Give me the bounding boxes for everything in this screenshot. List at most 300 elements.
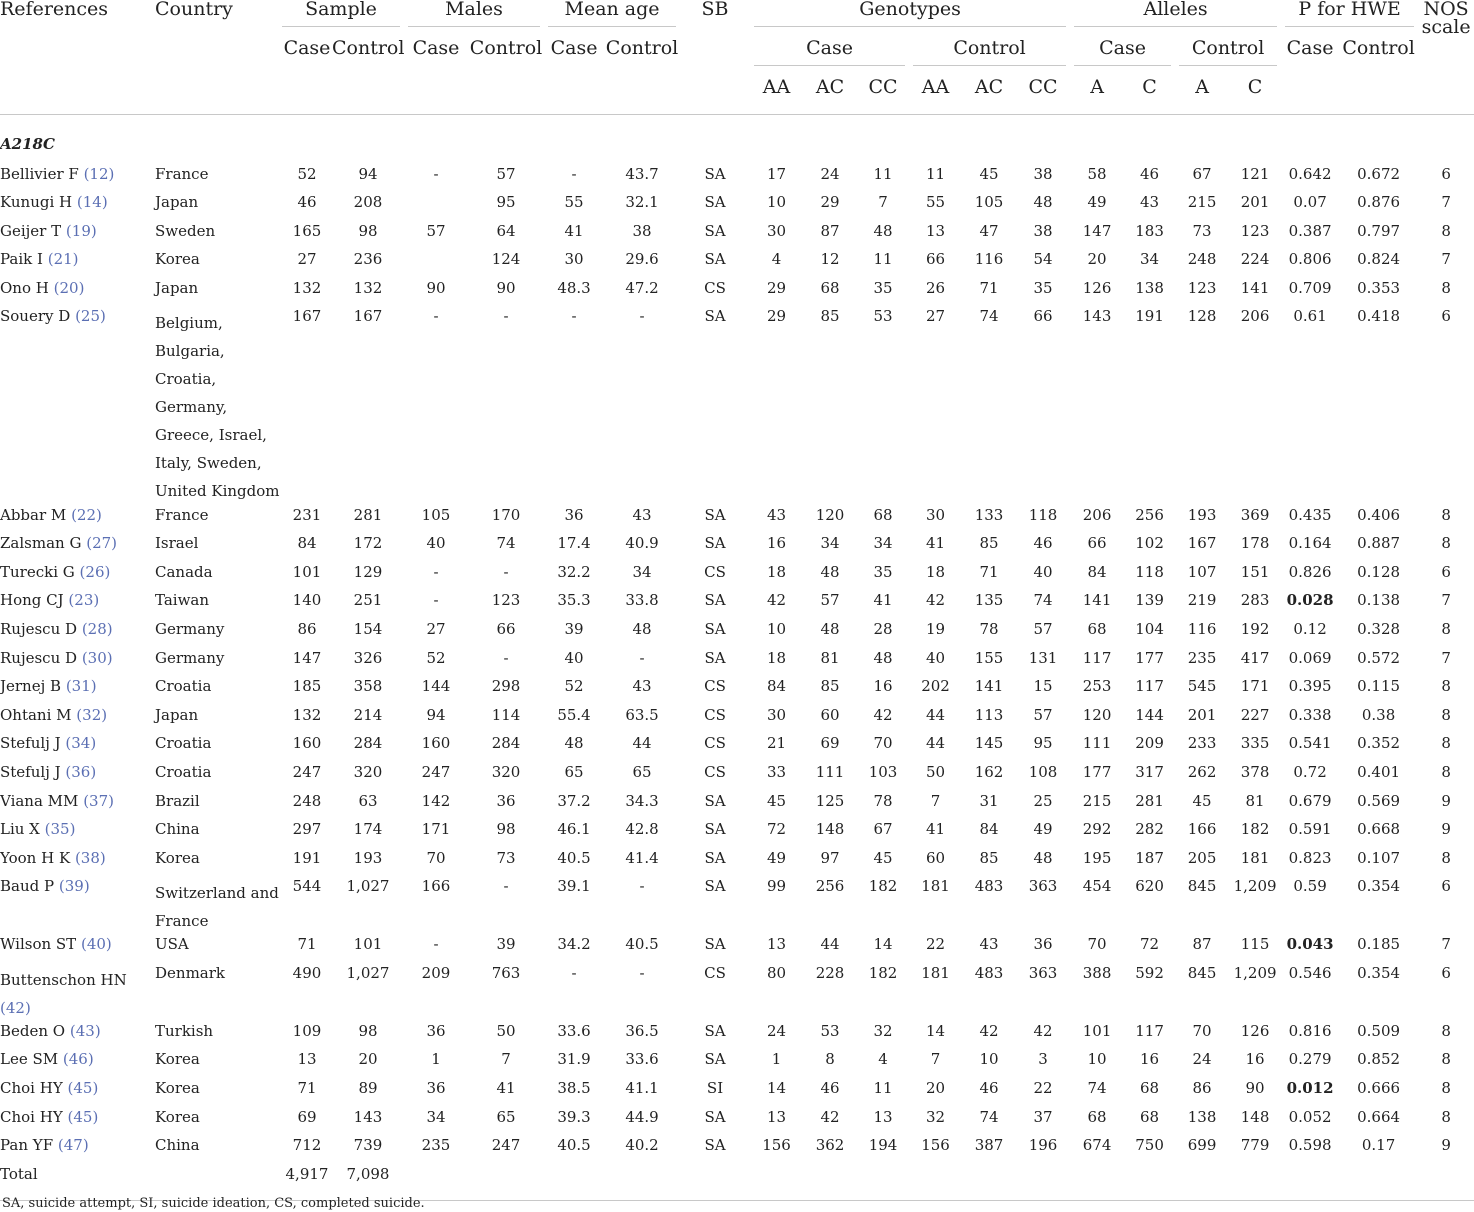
cell-g-case-ac: 29 [820,193,840,212]
cell-a-case: 41 [564,221,584,240]
cell-p-case: 0.435 [1288,505,1332,524]
header-genotype-case: Case [750,39,909,78]
cell-al-case-c: 139 [1135,591,1164,610]
cell-g-case-ac: 48 [820,619,840,638]
cell-al-ctrl-c: 335 [1240,734,1270,753]
cell-g-case-cc: 42 [873,705,893,724]
cell-al-ctrl-a: 201 [1187,705,1217,724]
cell-s-ctrl: 214 [353,705,383,724]
cell-g-ctrl-cc: 38 [1033,164,1053,183]
reference-link[interactable]: (42) [0,998,31,1017]
cell-g-case-ac: 81 [820,648,840,667]
cell-al-case-a: 147 [1082,221,1112,240]
cell-p-ctrl: 0.406 [1357,505,1401,524]
header-p-case: Case [1286,37,1334,59]
cell-al-ctrl-c: 123 [1240,221,1270,240]
cell-reference: Viana MM (37) [0,791,114,810]
cell-s-case: 231 [292,505,322,524]
reference-link[interactable]: (19) [65,221,97,240]
cell-al-ctrl-a: 116 [1187,619,1217,638]
cell-al-case-a: 292 [1082,820,1112,839]
table-row [0,877,1474,935]
cell-g-case-aa: 49 [766,848,787,867]
cell-m-ctrl: 114 [491,705,521,724]
cell-reference: Choi HY (45) [0,1079,99,1098]
cell-m-ctrl: 90 [496,278,516,297]
cell-p-ctrl: 0.797 [1357,221,1401,240]
cell-g-ctrl-ac: 113 [974,705,1004,724]
cell-al-case-a: 120 [1082,705,1112,724]
table-row [0,820,1474,849]
cell-al-case-a: 10 [1087,1050,1107,1069]
cell-g-case-ac: 362 [815,1136,845,1155]
cell-m-ctrl: 7 [501,1050,511,1069]
table-header [0,0,1474,115]
cell-sb: SI [706,1079,724,1098]
reference-link[interactable]: (37) [83,791,114,810]
cell-al-ctrl-c: 227 [1240,705,1270,724]
cell-p-ctrl: 0.328 [1357,619,1401,638]
cell-p-case: 0.164 [1288,534,1332,553]
table-row [0,849,1474,878]
cell-al-ctrl-c: 126 [1240,1021,1270,1040]
cell-al-case-c: 187 [1135,848,1164,867]
cell-g-case-ac: 53 [820,1021,840,1040]
cell-g-ctrl-aa: 42 [925,591,946,610]
cell-p-ctrl: 0.401 [1357,762,1401,781]
cell-g-ctrl-aa: 44 [925,705,946,724]
cell-sb: CS [704,734,726,753]
cell-a-ctrl: - [639,877,645,896]
cell-g-case-cc: 11 [873,164,893,183]
cell-al-case-a: 674 [1082,1136,1112,1155]
cell-nos: 8 [1441,677,1451,696]
cell-g-ctrl-cc: 38 [1033,221,1053,240]
cell-g-case-ac: 60 [820,705,840,724]
cell-g-case-ac: 256 [815,877,845,896]
cell-g-ctrl-ac: 116 [974,250,1004,269]
cell-al-case-a: 111 [1082,734,1112,753]
cell-g-ctrl-aa: 202 [921,677,950,696]
cell-nos: 6 [1441,562,1451,581]
cell-al-case-c: 183 [1135,221,1164,240]
cell-a-ctrl: 34.3 [625,791,659,810]
cell-m-case: 160 [421,734,451,753]
cell-p-ctrl: 0.352 [1357,734,1401,753]
cell-sb: SA [704,848,726,867]
header-sample: Sample [282,0,404,39]
reference-link[interactable]: (26) [79,562,111,581]
cell-s-case: 490 [292,963,322,982]
cell-p-ctrl: 0.353 [1357,278,1401,297]
reference-link[interactable]: (39) [58,877,90,896]
cell-a-case: 48 [564,734,584,753]
cell-p-case: 0.598 [1288,1136,1332,1155]
cell-g-case-ac: 34 [820,534,840,553]
cell-sb: SA [704,307,726,326]
reference-link[interactable]: (27) [86,534,118,553]
table-row [0,964,1474,1022]
cell-m-case: 52 [426,648,446,667]
cell-p-ctrl: 0.354 [1357,877,1401,896]
cell-m-ctrl: 170 [491,505,521,524]
cell-country: France [155,505,209,524]
header-sample-case: Case [283,37,331,59]
reference-link[interactable]: (47) [57,1136,89,1155]
cell-g-case-cc: 41 [873,591,893,610]
cell-reference: Ono H (20) [0,278,85,297]
cell-al-ctrl-a: 128 [1187,307,1217,326]
cell-p-ctrl: 0.668 [1357,820,1401,839]
cell-g-ctrl-aa: 156 [921,1136,950,1155]
cell-m-ctrl: - [503,877,509,896]
cell-sb: SA [704,619,726,638]
cell-nos: 8 [1441,221,1451,240]
cell-m-ctrl: 73 [496,848,516,867]
cell-g-ctrl-aa: 50 [925,762,946,781]
cell-g-ctrl-aa: 22 [925,935,946,954]
cell-al-ctrl-a: 166 [1187,820,1217,839]
footnote: SA, suicide attempt, SI, suicide ideation, CS, completed suicide. [2,1196,425,1211]
cell-m-case: - [433,164,439,183]
cell-g-case-cc: 103 [868,762,898,781]
cell-a-ctrl: 42.8 [625,820,659,839]
header-males: Males [404,0,544,39]
cell-g-ctrl-aa: 11 [925,164,946,183]
cell-p-case: 0.642 [1288,164,1332,183]
cell-m-case: 34 [426,1107,446,1126]
cell-s-ctrl: 326 [353,648,383,667]
cell-g-ctrl-cc: 363 [1028,877,1058,896]
cell-g-ctrl-ac: 105 [974,193,1004,212]
header-age-case: Case [550,37,598,59]
cell-a-case: 37.2 [557,791,591,810]
cell-a-case: 48.3 [557,278,591,297]
cell-g-ctrl-aa: 66 [925,250,946,269]
table-row [0,1079,1474,1108]
cell-p-case: 0.043 [1286,935,1334,954]
cell-a-ctrl: - [639,963,645,982]
cell-m-ctrl: 64 [496,221,516,240]
table-row [0,649,1474,678]
cell-nos: 8 [1441,278,1451,297]
cell-al-ctrl-c: 369 [1240,505,1270,524]
cell-g-ctrl-aa: 44 [925,734,946,753]
cell-m-ctrl: 66 [496,619,516,638]
cell-al-ctrl-a: 67 [1192,164,1212,183]
cell-a-ctrl: 34 [632,562,652,581]
cell-g-ctrl-aa: 40 [925,648,946,667]
cell-s-ctrl: 1,027 [346,877,390,896]
cell-nos: 6 [1441,963,1451,982]
cell-al-ctrl-a: 193 [1187,505,1217,524]
cell-g-ctrl-aa: 30 [925,505,946,524]
cell-s-ctrl: 236 [353,250,383,269]
cell-al-ctrl-c: 16 [1245,1050,1265,1069]
cell-a-ctrl: 33.6 [625,1050,659,1069]
cell-g-ctrl-cc: 108 [1028,762,1058,781]
reference-link[interactable]: (43) [69,1021,101,1040]
cell-a-case: - [571,164,577,183]
cell-s-case: 247 [292,762,322,781]
cell-g-ctrl-ac: 84 [979,820,999,839]
reference-link[interactable]: (38) [74,848,106,867]
cell-g-case-aa: 4 [771,250,782,269]
cell-al-case-c: 34 [1140,250,1160,269]
cell-p-case: 0.012 [1286,1079,1334,1098]
cell-g-case-ac: 69 [820,734,840,753]
reference-link[interactable]: (23) [68,591,100,610]
cell-g-case-aa: 29 [766,307,787,326]
cell-m-ctrl: 74 [496,534,516,553]
cell-nos: 6 [1441,164,1451,183]
cell-s-ctrl: 129 [353,562,383,581]
header-acase-c: C [1124,78,1175,115]
cell-g-ctrl-ac: 133 [974,505,1004,524]
cell-m-case: 209 [421,963,451,982]
country-line: Switzerland and [155,884,279,903]
reference-link[interactable]: (46) [62,1050,94,1069]
cell-g-ctrl-ac: 387 [974,1136,1004,1155]
cell-nos: 9 [1441,1136,1451,1155]
table-row [0,1022,1474,1051]
cell-al-ctrl-a: 70 [1192,1021,1212,1040]
table-row [0,506,1474,535]
reference-link[interactable]: (14) [76,193,108,212]
cell-s-case: 84 [297,534,317,553]
cell-p-case: 0.395 [1288,677,1332,696]
country-line: France [155,912,209,931]
cell-reference: Abbar M (22) [0,505,102,524]
cell-g-ctrl-ac: 145 [974,734,1004,753]
cell-reference: Baud P (39) [0,877,90,896]
cell-al-case-c: 104 [1135,619,1164,638]
cell-al-case-c: 177 [1135,648,1164,667]
cell-g-ctrl-aa: 41 [925,820,946,839]
cell-m-case: 36 [426,1021,446,1040]
cell-sb: SA [704,935,726,954]
cell-g-ctrl-aa: 181 [921,963,950,982]
cell-g-case-cc: 7 [878,193,888,212]
cell-a-case: 52 [564,677,584,696]
cell-nos: 8 [1441,1079,1451,1098]
header-sample-control: Control [332,37,405,59]
reference-link[interactable]: (32) [76,705,108,724]
cell-p-ctrl: 0.572 [1357,648,1401,667]
cell-g-case-ac: 42 [820,1107,840,1126]
cell-al-case-a: 58 [1087,164,1107,183]
cell-reference: Bellivier F (12) [0,164,115,183]
cell-nos: 8 [1441,1021,1451,1040]
reference-link[interactable]: (21) [47,250,79,269]
cell-s-ctrl: 143 [353,1107,383,1126]
cell-a-case: 40.5 [557,1136,591,1155]
cell-al-ctrl-a: 215 [1187,193,1217,212]
cell-country: USA [155,935,189,954]
cell-country: China [155,1136,200,1155]
cell-reference: Stefulj J (36) [0,762,97,781]
cell-g-case-cc: 13 [873,1107,893,1126]
cell-s-ctrl: 208 [353,193,383,212]
cell-g-ctrl-aa: 19 [925,619,946,638]
cell-g-case-cc: 16 [873,677,893,696]
cell-g-ctrl-aa: 7 [930,791,941,810]
cell-country: Brazil [155,791,200,810]
reference-link[interactable]: (36) [65,762,97,781]
cell-a-ctrl: 43 [632,677,652,696]
cell-g-case-aa: 43 [766,505,787,524]
cell-reference: Kunugi H (14) [0,193,108,212]
cell-g-ctrl-aa: 7 [930,1050,941,1069]
cell-s-case: 69 [297,1107,317,1126]
cell-p-case: 0.069 [1288,648,1332,667]
cell-sb: SA [704,791,726,810]
cell-a-ctrl: 63.5 [625,705,659,724]
reference-link[interactable]: (40) [80,935,112,954]
country-line: Bulgaria, [155,342,225,361]
cell-g-case-aa: 10 [766,619,787,638]
cell-g-case-cc: 28 [873,619,893,638]
cell-a-case: 30 [564,250,584,269]
reference-link[interactable]: (30) [81,648,113,667]
cell-g-ctrl-cc: 49 [1033,820,1053,839]
cell-al-case-c: 191 [1135,307,1164,326]
reference-link[interactable]: (28) [81,619,113,638]
cell-m-case: - [433,935,439,954]
header-males-case: Case [412,37,460,59]
cell-g-case-ac: 8 [825,1050,835,1069]
table-row [0,792,1474,821]
table-row [0,935,1474,964]
cell-al-case-c: 72 [1140,935,1160,954]
cell-sb: SA [704,877,726,896]
cell-al-ctrl-a: 123 [1187,278,1217,297]
table-row [0,1050,1474,1079]
cell-s-ctrl: 98 [358,1021,378,1040]
cell-al-case-a: 388 [1082,963,1112,982]
cell-a-ctrl: 48 [632,619,652,638]
cell-al-ctrl-a: 235 [1187,648,1217,667]
cell-al-ctrl-a: 845 [1187,877,1217,896]
reference-link[interactable]: (45) [67,1107,99,1126]
cell-al-case-c: 68 [1140,1079,1160,1098]
table-row [0,763,1474,792]
cell-country [155,877,282,935]
cell-g-ctrl-ac: 483 [974,963,1004,982]
cell-al-case-a: 20 [1087,250,1107,269]
header-genotypes: Genotypes [750,0,1070,39]
cell-s-case: 132 [292,278,322,297]
reference-link[interactable]: (25) [75,307,106,326]
cell-sb: SA [704,591,726,610]
cell-g-ctrl-aa: 181 [921,877,950,896]
cell-g-case-aa: 21 [766,734,787,753]
cell-s-ctrl: 98 [358,221,378,240]
cell-g-case-ac: 85 [820,307,840,326]
cell-p-case: 0.052 [1288,1107,1332,1126]
cell-p-case: 0.541 [1288,734,1332,753]
cell-reference: Rujescu D (30) [0,648,113,667]
reference-link[interactable]: (35) [44,820,76,839]
reference-link[interactable]: (31) [65,677,97,696]
cell-nos: 8 [1441,762,1451,781]
cell-p-case: 0.338 [1288,705,1332,724]
cell-country: Croatia [155,677,212,696]
reference-link[interactable]: (12) [83,164,115,183]
cell-p-case: 0.806 [1288,250,1332,269]
cell-g-ctrl-ac: 74 [979,307,999,326]
cell-sb: CS [704,562,726,581]
cell-p-ctrl: 0.418 [1357,307,1401,326]
cell-p-ctrl: 0.666 [1357,1079,1401,1098]
header-actrl-c: C [1229,78,1281,115]
cell-al-ctrl-c: 201 [1240,193,1270,212]
cell-al-case-a: 66 [1087,534,1107,553]
cell-al-ctrl-a: 248 [1187,250,1217,269]
cell-al-case-c: 144 [1135,705,1164,724]
cell-country: Korea [155,848,200,867]
cell-a-ctrl: 36.5 [625,1021,659,1040]
cell-a-ctrl: 44.9 [625,1107,659,1126]
cell-al-case-c: 592 [1135,963,1164,982]
cell-al-case-a: 253 [1082,677,1112,696]
reference-link[interactable]: (45) [67,1079,99,1098]
cell-a-case: - [571,307,577,326]
cell-g-ctrl-cc: 37 [1033,1107,1053,1126]
cell-a-case: 39 [564,619,584,638]
cell-nos: 8 [1441,1107,1451,1126]
reference-link[interactable]: (34) [65,734,97,753]
cell-sb: CS [704,963,726,982]
cell-al-case-c: 117 [1135,677,1164,696]
cell-nos: 7 [1441,935,1451,954]
cell-al-ctrl-a: 262 [1187,762,1217,781]
cell-g-ctrl-cc: 196 [1028,1136,1058,1155]
cell-s-ctrl: 739 [353,1136,383,1155]
cell-p-ctrl: 0.107 [1357,848,1401,867]
table-row [0,307,1474,505]
cell-g-ctrl-cc: 118 [1028,505,1058,524]
cell-al-ctrl-a: 167 [1187,534,1217,553]
header-nos: NOS scale [1421,0,1471,38]
table-row [0,1136,1474,1165]
cell-al-case-a: 143 [1082,307,1112,326]
cell-al-case-c: 68 [1140,1107,1160,1126]
reference-link[interactable]: (22) [71,505,102,524]
cell-sb: SA [704,1050,726,1069]
cell-al-ctrl-c: 417 [1240,648,1270,667]
cell-country: Canada [155,562,213,581]
cell-sb: CS [704,762,726,781]
reference-link[interactable]: (20) [53,278,85,297]
cell-g-case-aa: 18 [766,562,787,581]
cell-s-case: 132 [292,705,322,724]
cell-g-case-cc: 53 [873,307,893,326]
cell-al-case-a: 84 [1087,562,1107,581]
cell-s-case: 13 [297,1050,317,1069]
cell-m-case: 166 [421,877,451,896]
cell-al-case-a: 68 [1087,1107,1107,1126]
cell-reference: Turecki G (26) [0,562,111,581]
cell-g-ctrl-ac: 42 [979,1021,999,1040]
cell-sb: SA [704,534,726,553]
cell-g-ctrl-cc: 3 [1038,1050,1048,1069]
cell-a-ctrl: - [639,648,645,667]
cell-al-case-a: 117 [1082,648,1112,667]
cell-country: Taiwan [155,591,210,610]
cell-g-case-cc: 68 [873,505,893,524]
cell-g-case-ac: 44 [820,935,840,954]
